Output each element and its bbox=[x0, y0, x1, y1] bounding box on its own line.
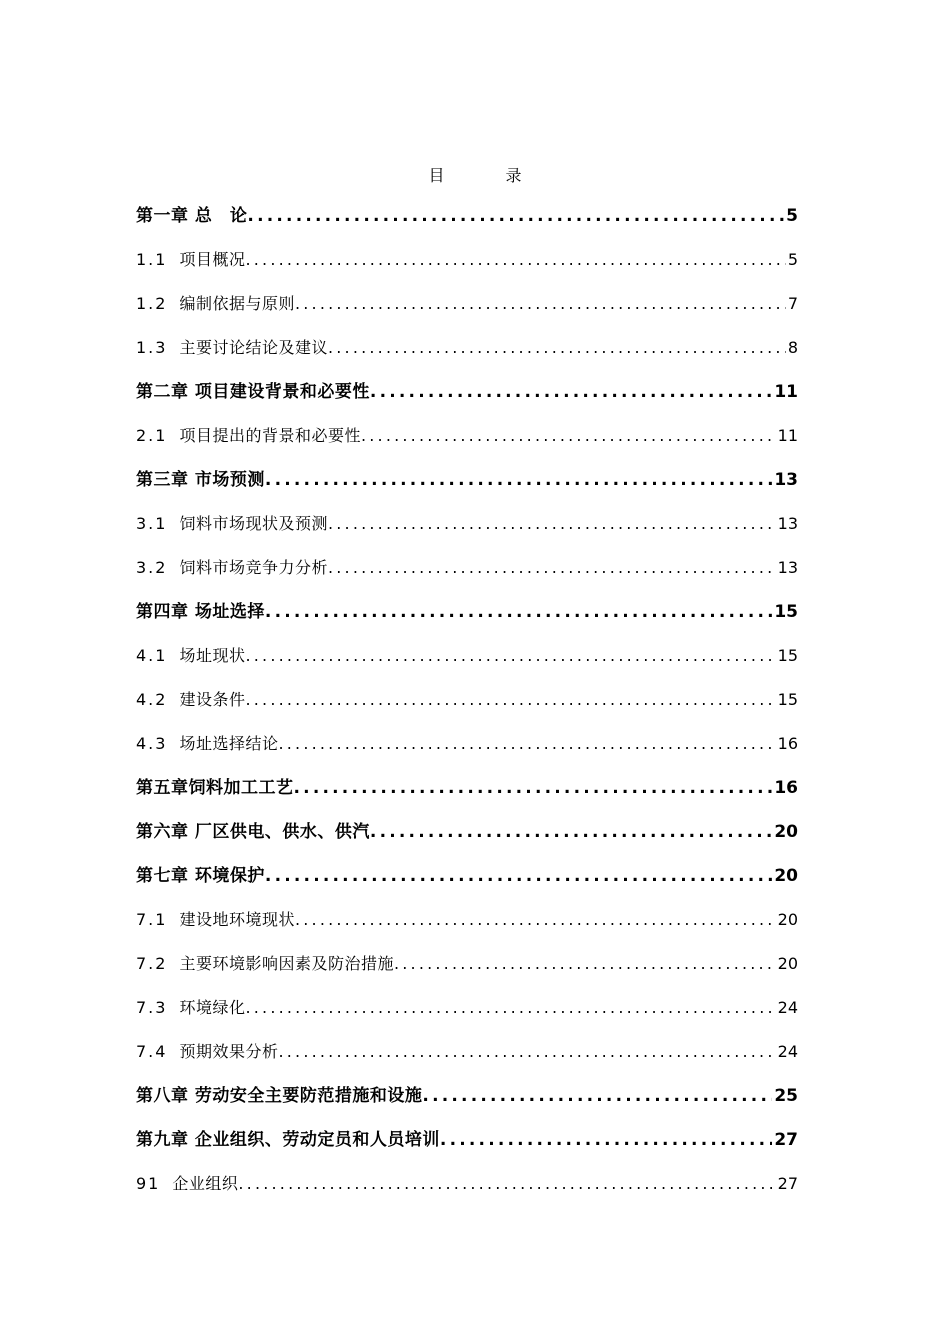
toc-entry-text: 场址选择结论 bbox=[179, 734, 279, 753]
toc-chapter-entry[interactable] bbox=[136, 774, 798, 818]
toc-entry-text: 第八章 劳动安全主要防范措施和设施 bbox=[136, 1086, 423, 1106]
toc-page-number: 11 bbox=[777, 426, 798, 445]
toc-entry-label bbox=[136, 466, 265, 494]
toc-section-number: 7.2 bbox=[136, 954, 168, 973]
toc-entry-label bbox=[136, 422, 361, 450]
toc-entry-text: 第七章 环境保护 bbox=[136, 866, 265, 886]
toc-section-number: 4.1 bbox=[136, 646, 168, 665]
toc-dot-leader bbox=[247, 202, 784, 230]
toc-section-entry[interactable] bbox=[136, 730, 798, 774]
toc-entry-text: 建设条件 bbox=[179, 690, 246, 709]
toc-dot-leader bbox=[278, 1038, 775, 1066]
toc-entry-text: 第四章 场址选择 bbox=[136, 602, 265, 622]
toc-entry-text: 第二章 项目建设背景和必要性 bbox=[136, 382, 370, 402]
toc-entry-label bbox=[136, 378, 370, 406]
toc-page-number: 13 bbox=[777, 558, 798, 577]
toc-section-entry[interactable] bbox=[136, 686, 798, 730]
toc-page-number: 13 bbox=[777, 514, 798, 533]
toc-dot-leader bbox=[245, 642, 775, 670]
toc-chapter-entry[interactable] bbox=[136, 1126, 798, 1170]
toc-section-number: 1.3 bbox=[136, 338, 168, 357]
toc-page-number: 5 bbox=[786, 206, 798, 226]
toc-section-entry[interactable] bbox=[136, 1038, 798, 1082]
toc-section-number: 3.1 bbox=[136, 514, 168, 533]
toc-page-number: 16 bbox=[774, 778, 798, 798]
toc-section-entry[interactable] bbox=[136, 906, 798, 950]
toc-list bbox=[136, 202, 798, 1214]
toc-entry-label bbox=[136, 246, 245, 274]
toc-dot-leader bbox=[238, 1170, 775, 1198]
toc-page-number: 11 bbox=[774, 382, 798, 402]
toc-dot-leader bbox=[295, 290, 786, 318]
toc-dot-leader bbox=[265, 466, 772, 494]
toc-page-number: 20 bbox=[774, 866, 798, 886]
toc-entry-label bbox=[136, 290, 295, 318]
toc-section-entry[interactable] bbox=[136, 554, 798, 598]
toc-entry-label bbox=[136, 1038, 278, 1066]
toc-entry-label bbox=[136, 1170, 238, 1198]
toc-dot-leader bbox=[361, 422, 776, 450]
toc-section-number: 3.2 bbox=[136, 558, 168, 577]
toc-dot-leader bbox=[422, 1082, 772, 1110]
toc-entry-text: 环境绿化 bbox=[179, 998, 246, 1017]
toc-entry-label bbox=[136, 862, 265, 890]
toc-entry-text: 预期效果分析 bbox=[179, 1042, 279, 1061]
toc-page-number: 24 bbox=[777, 998, 798, 1017]
toc-dot-leader bbox=[245, 994, 775, 1022]
toc-section-number: 1.2 bbox=[136, 294, 168, 313]
toc-dot-leader bbox=[245, 686, 775, 714]
toc-entry-label bbox=[136, 334, 328, 362]
toc-section-entry[interactable] bbox=[136, 642, 798, 686]
toc-section-entry[interactable] bbox=[136, 334, 798, 378]
toc-entry-text: 企业组织 bbox=[172, 1174, 239, 1193]
toc-entry-label bbox=[136, 906, 295, 934]
toc-page-number: 20 bbox=[774, 822, 798, 842]
toc-dot-leader bbox=[370, 378, 772, 406]
toc-dot-leader bbox=[294, 774, 773, 802]
toc-page-number: 20 bbox=[777, 954, 798, 973]
toc-entry-label bbox=[136, 994, 245, 1022]
toc-page-number: 5 bbox=[787, 250, 798, 269]
toc-section-number: 2.1 bbox=[136, 426, 168, 445]
toc-page-number: 15 bbox=[777, 646, 798, 665]
toc-dot-leader bbox=[370, 818, 772, 846]
toc-dot-leader bbox=[440, 1126, 772, 1154]
toc-section-number: 1.1 bbox=[136, 250, 168, 269]
toc-section-entry[interactable] bbox=[136, 994, 798, 1038]
toc-section-number: 4.3 bbox=[136, 734, 168, 753]
toc-section-number: 7.1 bbox=[136, 910, 168, 929]
toc-entry-label bbox=[136, 1126, 440, 1154]
toc-page-number: 24 bbox=[777, 1042, 798, 1061]
toc-dot-leader bbox=[295, 906, 776, 934]
toc-entry-text: 第三章 市场预测 bbox=[136, 470, 265, 490]
toc-dot-leader bbox=[265, 862, 772, 890]
toc-dot-leader bbox=[278, 730, 775, 758]
toc-entry-text: 第五章饲料加工工艺 bbox=[136, 778, 294, 798]
toc-chapter-entry[interactable] bbox=[136, 598, 798, 642]
toc-section-entry[interactable] bbox=[136, 510, 798, 554]
toc-section-entry[interactable] bbox=[136, 246, 798, 290]
toc-entry-text: 场址现状 bbox=[179, 646, 246, 665]
toc-entry-text: 饲料市场竞争力分析 bbox=[179, 558, 328, 577]
toc-dot-leader bbox=[328, 554, 776, 582]
toc-entry-label bbox=[136, 686, 245, 714]
toc-entry-text: 编制依据与原则 bbox=[179, 294, 295, 313]
toc-section-number: 7.4 bbox=[136, 1042, 168, 1061]
toc-entry-text: 主要环境影响因素及防治措施 bbox=[179, 954, 394, 973]
toc-entry-label bbox=[136, 1082, 422, 1110]
toc-entry-label bbox=[136, 510, 328, 538]
toc-section-entry[interactable] bbox=[136, 950, 798, 994]
toc-page-number: 15 bbox=[774, 602, 798, 622]
toc-entry-text: 第六章 厂区供电、供水、供汽 bbox=[136, 822, 370, 842]
toc-entry-label bbox=[136, 202, 247, 230]
toc-page-number: 15 bbox=[777, 690, 798, 709]
toc-entry-text: 饲料市场现状及预测 bbox=[179, 514, 328, 533]
toc-entry-text: 第九章 企业组织、劳动定员和人员培训 bbox=[136, 1130, 440, 1150]
toc-entry-label bbox=[136, 642, 245, 670]
toc-entry-text: 主要讨论结论及建议 bbox=[179, 338, 328, 357]
toc-page-number: 8 bbox=[787, 338, 798, 357]
toc-dot-leader bbox=[328, 334, 786, 362]
toc-section-entry[interactable] bbox=[136, 422, 798, 466]
toc-dot-leader bbox=[328, 510, 776, 538]
toc-dot-leader bbox=[394, 950, 776, 978]
toc-page-number: 27 bbox=[777, 1174, 798, 1193]
toc-page-number: 13 bbox=[774, 470, 798, 490]
toc-entry-text: 项目提出的背景和必要性 bbox=[179, 426, 361, 445]
toc-dot-leader bbox=[245, 246, 785, 274]
toc-chapter-entry[interactable] bbox=[136, 466, 798, 510]
toc-section-entry[interactable] bbox=[136, 1170, 798, 1214]
toc-entry-text: 第一章 总 论 bbox=[136, 206, 248, 226]
toc-section-entry[interactable] bbox=[136, 290, 798, 334]
toc-section-number: 4.2 bbox=[136, 690, 168, 709]
toc-page-number: 27 bbox=[774, 1130, 798, 1150]
toc-chapter-entry[interactable] bbox=[136, 818, 798, 862]
toc-section-number: 91 bbox=[136, 1174, 161, 1193]
toc-title: 目 录 bbox=[428, 166, 550, 185]
toc-chapter-entry[interactable] bbox=[136, 1082, 798, 1126]
toc-dot-leader bbox=[265, 598, 772, 626]
toc-section-number: 7.3 bbox=[136, 998, 168, 1017]
toc-entry-text: 建设地环境现状 bbox=[179, 910, 295, 929]
toc-chapter-entry[interactable] bbox=[136, 862, 798, 906]
toc-entry-label bbox=[136, 598, 265, 626]
toc-entry-label bbox=[136, 818, 370, 846]
toc-entry-text: 项目概况 bbox=[179, 250, 246, 269]
toc-page-number: 20 bbox=[777, 910, 798, 929]
toc-page-number: 25 bbox=[774, 1086, 798, 1106]
toc-entry-label bbox=[136, 554, 328, 582]
toc-entry-label bbox=[136, 774, 294, 802]
toc-page-number: 7 bbox=[787, 294, 798, 313]
toc-page-number: 16 bbox=[777, 734, 798, 753]
toc-chapter-entry[interactable] bbox=[136, 202, 798, 246]
toc-chapter-entry[interactable] bbox=[136, 378, 798, 422]
toc-entry-label bbox=[136, 730, 278, 758]
toc-entry-label bbox=[136, 950, 394, 978]
